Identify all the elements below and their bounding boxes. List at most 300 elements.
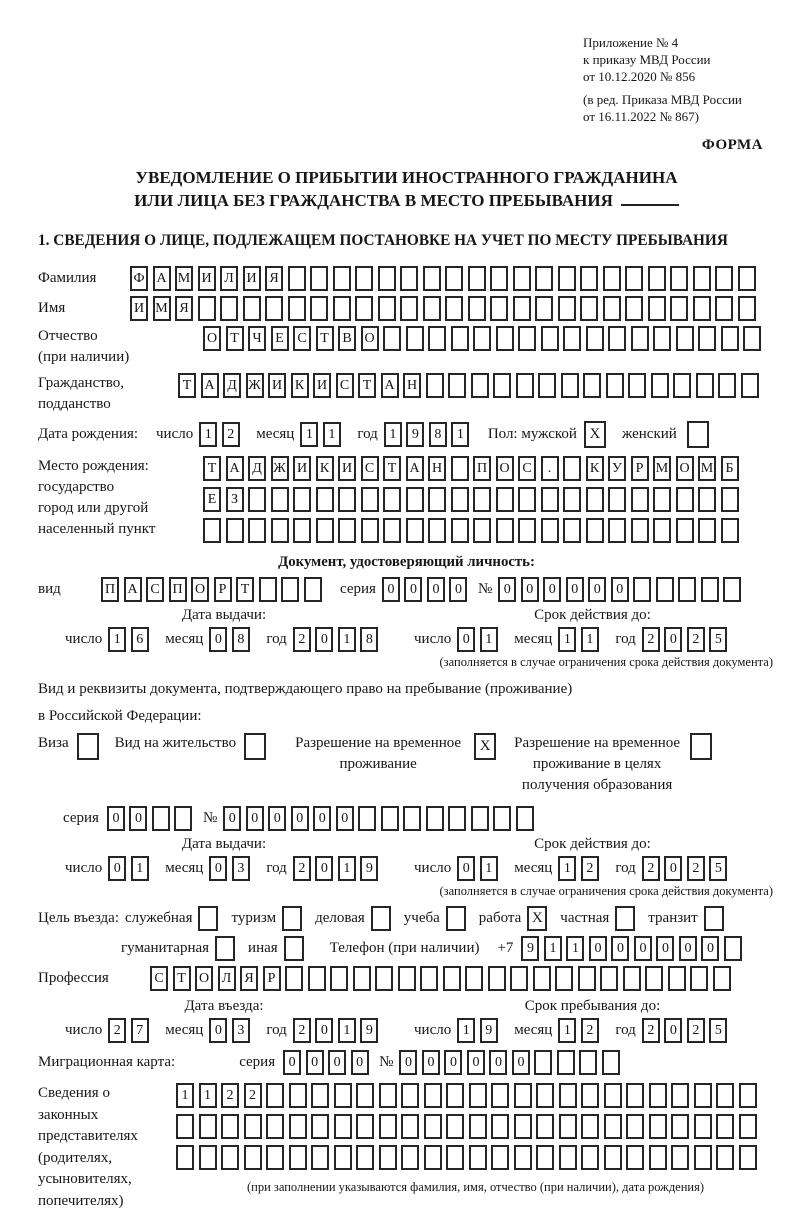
form-cell: И: [130, 296, 148, 321]
form-cell: 0: [566, 577, 584, 602]
option-temp-residence-checkbox: X: [474, 733, 496, 760]
representatives-cells-row: [176, 1145, 775, 1170]
form-cell: [653, 487, 671, 512]
representatives-label-line: законных: [38, 1105, 176, 1127]
form-cell: [420, 966, 438, 991]
purpose-tourism: [231, 906, 302, 931]
form-cell: [243, 296, 261, 321]
form-cell: [446, 1114, 464, 1139]
form-cell: [557, 1050, 575, 1075]
form-cell: [716, 1083, 734, 1108]
day-label: число: [65, 1022, 102, 1039]
valid-month-cells: [558, 856, 603, 881]
form-title-line2: ИЛИ ЛИЦА БЕЗ ГРАЖДАНСТВА В МЕСТО ПРЕБЫВАНИЯ: [134, 191, 613, 210]
profession-cells: [150, 966, 735, 991]
given-name-row: [38, 296, 775, 321]
form-cell: [311, 1145, 329, 1170]
month-label: месяц: [165, 860, 203, 877]
purpose-official: [125, 906, 219, 931]
form-cell: 1: [199, 422, 217, 447]
form-cell: [199, 1145, 217, 1170]
month-label: месяц: [165, 1022, 203, 1039]
form-title: [38, 166, 775, 212]
birth-place-label-line: Место рождения:: [38, 456, 203, 477]
form-cell: 2: [687, 1018, 705, 1043]
form-cell: И: [293, 456, 311, 481]
form-cell: Ж: [246, 373, 264, 398]
form-cell: [631, 487, 649, 512]
form-cell: Ф: [130, 266, 148, 291]
form-cell: [534, 1050, 552, 1075]
form-cell: 3: [232, 856, 250, 881]
entry-year-cells: [293, 1018, 383, 1043]
form-cell: [603, 296, 621, 321]
identity-doc-heading: Документ, удостоверяющий личность:: [38, 554, 775, 571]
form-cell: [631, 518, 649, 543]
option-temp-residence: [290, 733, 496, 775]
form-cell: [338, 487, 356, 512]
month-label: месяц: [256, 426, 294, 443]
form-cell: [330, 966, 348, 991]
form-cell: 2: [221, 1083, 239, 1108]
amendment-line: (в ред. Приказа МВД России: [583, 91, 775, 108]
form-cell: [581, 1083, 599, 1108]
year-label: год: [266, 631, 286, 648]
form-cell: 1: [558, 856, 576, 881]
year-label: год: [266, 1022, 286, 1039]
form-cell: [358, 806, 376, 831]
birth-year-cells: [384, 422, 474, 447]
form-cell: [743, 326, 761, 351]
migration-number-cells: [399, 1050, 624, 1075]
form-cell: О: [361, 326, 379, 351]
form-cell: 0: [444, 1050, 462, 1075]
citizenship-label: [38, 373, 178, 415]
form-cell: [220, 296, 238, 321]
form-cell: [715, 296, 733, 321]
day-label: число: [156, 426, 193, 443]
form-cell: [152, 806, 170, 831]
form-cell: [423, 266, 441, 291]
representatives-label-line: попечителях): [38, 1191, 176, 1212]
form-cell: 2: [581, 856, 599, 881]
form-cell: 0: [422, 1050, 440, 1075]
form-cell: [581, 1114, 599, 1139]
form-cell: 0: [291, 806, 309, 831]
entry-purpose-row: [38, 906, 775, 931]
residence-series-row: [38, 806, 775, 831]
residence-number-cells: [223, 806, 538, 831]
form-cell: [608, 518, 626, 543]
validity-note: (заполняется в случае ограничения срока действия документа): [38, 884, 775, 899]
year-label: год: [615, 860, 635, 877]
form-cell: [406, 326, 424, 351]
option-residence-permit: [115, 733, 266, 760]
given-name-label: Имя: [38, 300, 130, 317]
form-cell: [536, 1114, 554, 1139]
form-cell: [518, 518, 536, 543]
form-cell: А: [406, 456, 424, 481]
form-cell: [739, 1083, 757, 1108]
form-cell: 0: [209, 856, 227, 881]
form-cell: [678, 577, 696, 602]
form-cell: [633, 577, 651, 602]
form-cell: [471, 806, 489, 831]
form-cell: [604, 1114, 622, 1139]
form-cell: 7: [131, 1018, 149, 1043]
form-cell: [603, 266, 621, 291]
identity-dates-block: [38, 607, 775, 670]
form-cell: [690, 966, 708, 991]
form-cell: [334, 1145, 352, 1170]
form-cell: С: [293, 326, 311, 351]
form-cell: 9: [360, 1018, 378, 1043]
form-cell: [739, 1145, 757, 1170]
form-cell: [379, 1083, 397, 1108]
form-cell: [653, 326, 671, 351]
form-cell: [696, 373, 714, 398]
form-cell: [383, 487, 401, 512]
form-cell: 2: [222, 422, 240, 447]
birth-day-cells: [199, 422, 244, 447]
form-cell: Р: [263, 966, 281, 991]
valid-day-cells: [457, 627, 502, 652]
form-cell: И: [198, 266, 216, 291]
form-cell: [721, 487, 739, 512]
valid-month-cells: [558, 627, 603, 652]
form-cell: 0: [283, 1050, 301, 1075]
form-cell: 1: [131, 856, 149, 881]
form-cell: Е: [271, 326, 289, 351]
form-cell: [490, 266, 508, 291]
form-cell: [693, 266, 711, 291]
form-cell: 1: [480, 856, 498, 881]
form-cell: 2: [642, 627, 660, 652]
issue-day-cells: [108, 627, 153, 652]
form-cell: [625, 296, 643, 321]
form-cell: Я: [265, 266, 283, 291]
form-cell: 8: [232, 627, 250, 652]
stay-month-cells: [558, 1018, 603, 1043]
form-word: ФОРМА: [38, 137, 763, 154]
form-cell: М: [653, 456, 671, 481]
form-cell: А: [226, 456, 244, 481]
form-cell: [473, 326, 491, 351]
issue-month-cells: [209, 856, 254, 881]
form-cell: 9: [406, 422, 424, 447]
form-cell: [579, 1050, 597, 1075]
form-cell: [400, 296, 418, 321]
form-cell: У: [608, 456, 626, 481]
form-cell: 0: [664, 1018, 682, 1043]
form-cell: 1: [338, 627, 356, 652]
form-cell: 8: [360, 627, 378, 652]
form-cell: [379, 1145, 397, 1170]
form-cell: С: [518, 456, 536, 481]
option-temp-residence-label: Разрешение на временное проживание: [290, 733, 466, 775]
form-cell: 0: [467, 1050, 485, 1075]
day-label: число: [65, 860, 102, 877]
form-cell: [628, 373, 646, 398]
birth-place-label-line: населенный пункт: [38, 519, 203, 540]
form-cell: [586, 518, 604, 543]
form-cell: [671, 1145, 689, 1170]
form-cell: 0: [498, 577, 516, 602]
form-cell: [316, 487, 334, 512]
purpose-other-checkbox: [284, 936, 304, 961]
day-label: число: [414, 860, 451, 877]
form-title-line2-wrap: [38, 189, 775, 212]
form-cell: [355, 296, 373, 321]
form-cell: [356, 1083, 374, 1108]
form-cell: [559, 1145, 577, 1170]
form-cell: И: [313, 373, 331, 398]
form-cell: [724, 936, 742, 961]
form-cell: [563, 518, 581, 543]
number-label: №: [478, 581, 492, 598]
form-cell: [423, 296, 441, 321]
form-cell: [226, 518, 244, 543]
form-cell: [221, 1114, 239, 1139]
form-cell: 0: [611, 936, 629, 961]
form-cell: [448, 806, 466, 831]
birth-place-cells-block: [203, 456, 743, 549]
form-cell: 0: [268, 806, 286, 831]
form-cell: [626, 1145, 644, 1170]
form-cell: [471, 373, 489, 398]
form-cell: [538, 373, 556, 398]
form-cell: [424, 1145, 442, 1170]
form-cell: О: [496, 456, 514, 481]
option-visa-checkbox: [77, 733, 99, 760]
form-cell: [334, 1114, 352, 1139]
form-cell: Д: [248, 456, 266, 481]
doc-number-cells: [498, 577, 746, 602]
form-cell: А: [381, 373, 399, 398]
form-cell: Т: [203, 456, 221, 481]
patronymic-label-line: Отчество: [38, 326, 203, 347]
form-cell: [514, 1083, 532, 1108]
form-cell: [558, 266, 576, 291]
form-cell: [583, 373, 601, 398]
form-cell: [694, 1114, 712, 1139]
sex-male-label: Пол: мужской: [488, 426, 577, 443]
form-cell: П: [101, 577, 119, 602]
form-cell: И: [338, 456, 356, 481]
form-cell: 2: [108, 1018, 126, 1043]
form-cell: 0: [107, 806, 125, 831]
form-cell: [645, 966, 663, 991]
representatives-cells-block: [176, 1083, 775, 1195]
form-cell: [310, 296, 328, 321]
migration-card-label: Миграционная карта:: [38, 1054, 175, 1071]
doc-kind-label: вид: [38, 581, 101, 598]
form-cell: И: [268, 373, 286, 398]
purpose-work: [479, 906, 548, 931]
form-cell: [651, 373, 669, 398]
title-blank-line: [621, 204, 679, 206]
form-cell: [694, 1145, 712, 1170]
form-cell: И: [243, 266, 261, 291]
form-cell: П: [473, 456, 491, 481]
purpose-work-label: работа: [479, 910, 522, 927]
form-cell: [648, 296, 666, 321]
form-cell: [473, 518, 491, 543]
form-cell: Я: [240, 966, 258, 991]
form-cell: [221, 1145, 239, 1170]
purpose-transit-checkbox: [704, 906, 724, 931]
form-cell: [581, 1145, 599, 1170]
doc-series-cells: [382, 577, 472, 602]
form-cell: [451, 487, 469, 512]
residence-options-row: [38, 733, 775, 796]
form-cell: [445, 266, 463, 291]
form-cell: 0: [679, 936, 697, 961]
form-cell: [355, 266, 373, 291]
purpose-transit: [648, 906, 723, 931]
month-label: месяц: [514, 860, 552, 877]
representatives-cells-row: [176, 1114, 775, 1139]
birth-place-row: [38, 456, 775, 549]
form-cell: [649, 1145, 667, 1170]
issue-day-cells: [108, 856, 153, 881]
form-cell: [716, 1114, 734, 1139]
validity-note: (заполняется в случае ограничения срока действия документа): [38, 655, 775, 670]
form-cell: Т: [178, 373, 196, 398]
form-cell: 0: [108, 856, 126, 881]
valid-until-caption: Срок действия до:: [410, 836, 775, 853]
form-cell: [698, 487, 716, 512]
issue-month-cells: [209, 627, 254, 652]
form-cell: 0: [543, 577, 561, 602]
form-cell: [383, 326, 401, 351]
form-cell: [649, 1083, 667, 1108]
form-cell: [578, 966, 596, 991]
form-cell: [288, 266, 306, 291]
form-cell: 1: [384, 422, 402, 447]
form-cell: [606, 373, 624, 398]
form-cell: 0: [328, 1050, 346, 1075]
patronymic-row: [38, 326, 775, 368]
form-cell: [648, 266, 666, 291]
form-cell: [289, 1145, 307, 1170]
form-cell: [308, 966, 326, 991]
form-cell: К: [291, 373, 309, 398]
purpose-study-label: учеба: [404, 910, 440, 927]
form-cell: 2: [642, 856, 660, 881]
sex-male-checkbox: X: [584, 421, 606, 448]
form-cell: М: [153, 296, 171, 321]
form-cell: [244, 1114, 262, 1139]
form-cell: [631, 326, 649, 351]
birth-month-cells: [300, 422, 345, 447]
year-label: год: [615, 631, 635, 648]
form-cell: Т: [173, 966, 191, 991]
form-cell: Н: [428, 456, 446, 481]
issue-date-caption: Дата выдачи:: [38, 607, 410, 624]
form-cell: [426, 373, 444, 398]
form-cell: [514, 1114, 532, 1139]
purpose-business-checkbox: [371, 906, 391, 931]
purpose-transit-label: транзит: [648, 910, 697, 927]
form-cell: [604, 1145, 622, 1170]
form-cell: [333, 266, 351, 291]
purpose-humanitarian-label: гуманитарная: [121, 940, 209, 957]
option-visa: [38, 733, 99, 760]
valid-day-cells: [457, 856, 502, 881]
form-cell: 1: [338, 856, 356, 881]
migration-series-cells: [283, 1050, 373, 1075]
form-cell: [625, 266, 643, 291]
form-cell: [561, 373, 579, 398]
form-cell: [401, 1083, 419, 1108]
purpose-private-checkbox: [615, 906, 635, 931]
month-label: месяц: [514, 631, 552, 648]
option-residence-permit-label: Вид на жительство: [115, 733, 236, 754]
form-cell: 0: [315, 1018, 333, 1043]
form-cell: 0: [634, 936, 652, 961]
representatives-block: [38, 1083, 775, 1212]
series-label: серия: [63, 810, 99, 827]
form-cell: 0: [382, 577, 400, 602]
patronymic-label: [38, 326, 203, 368]
form-cell: 2: [293, 856, 311, 881]
purpose-tourism-label: туризм: [231, 910, 276, 927]
form-cell: 2: [244, 1083, 262, 1108]
form-cell: 0: [315, 627, 333, 652]
birth-place-label-line: город или другой: [38, 498, 203, 519]
form-cell: 0: [664, 627, 682, 652]
option-residence-permit-checkbox: [244, 733, 266, 760]
form-cell: Л: [218, 966, 236, 991]
form-title-line1: УВЕДОМЛЕНИЕ О ПРИБЫТИИ ИНОСТРАННОГО ГРАЖДАНИНА: [38, 166, 775, 189]
surname-label: Фамилия: [38, 270, 130, 287]
form-cell: [356, 1145, 374, 1170]
purpose-private: [560, 906, 635, 931]
form-cell: [401, 1114, 419, 1139]
form-cell: [673, 373, 691, 398]
form-cell: [493, 806, 511, 831]
surname-row: [38, 266, 775, 291]
sex-female-checkbox: [687, 421, 709, 448]
month-label: месяц: [165, 631, 203, 648]
form-cell: [518, 487, 536, 512]
day-label: число: [414, 631, 451, 648]
form-cell: [203, 518, 221, 543]
form-cell: О: [191, 577, 209, 602]
form-cell: [741, 373, 759, 398]
form-cell: [176, 1114, 194, 1139]
form-cell: 0: [306, 1050, 324, 1075]
form-cell: Т: [383, 456, 401, 481]
given-name-cells: [130, 296, 760, 321]
purpose-business: [315, 906, 391, 931]
form-cell: 0: [664, 856, 682, 881]
appendix-block: [583, 34, 775, 125]
birth-place-cells-row: [203, 487, 743, 512]
phone-prefix: +7: [497, 940, 513, 957]
form-cell: [516, 806, 534, 831]
form-cell: [496, 326, 514, 351]
form-cell: 2: [687, 856, 705, 881]
form-cell: С: [336, 373, 354, 398]
form-cell: [451, 518, 469, 543]
form-cell: [266, 1145, 284, 1170]
appendix-line: от 10.12.2020 № 856: [583, 68, 775, 85]
form-cell: 2: [293, 1018, 311, 1043]
form-cell: 0: [129, 806, 147, 831]
purpose-study-checkbox: [446, 906, 466, 931]
